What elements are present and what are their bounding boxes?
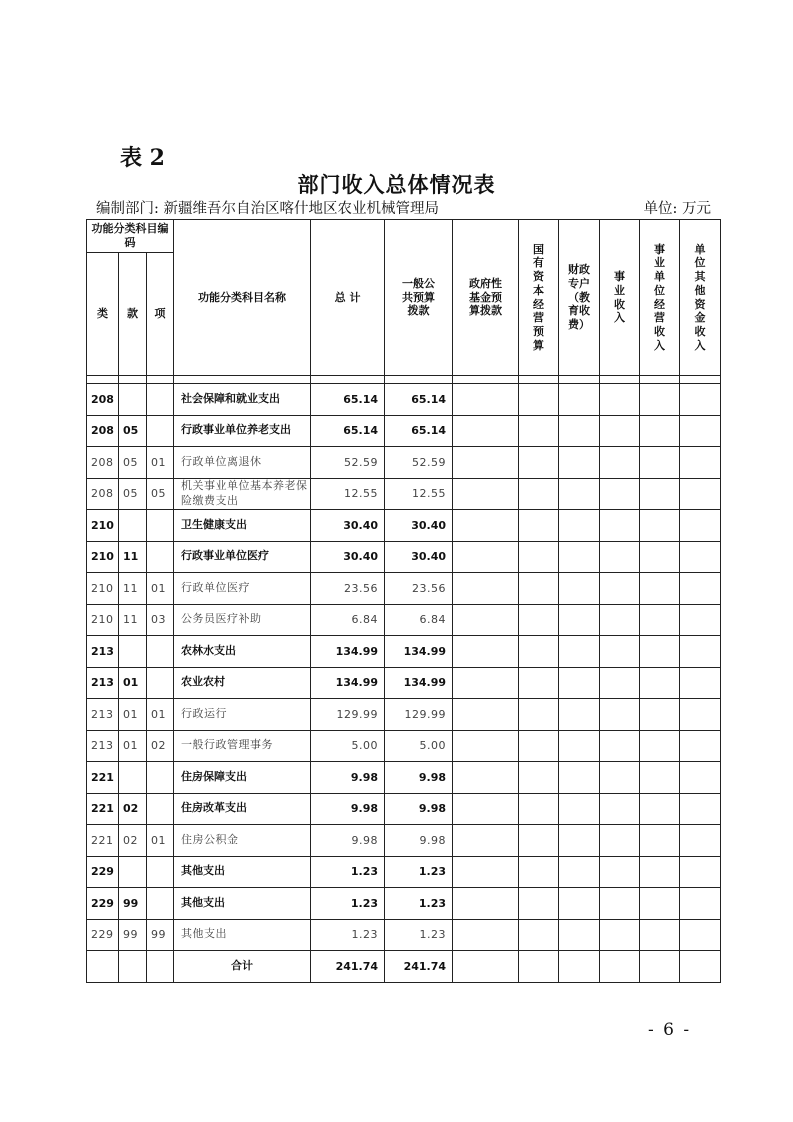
cell-xiang xyxy=(147,384,174,416)
cell-other-income xyxy=(680,762,721,794)
cell-business-income xyxy=(600,951,640,983)
cell-xiang: 01 xyxy=(147,699,174,731)
cell-general-budget: 9.98 xyxy=(385,793,453,825)
cell-other-income xyxy=(680,730,721,762)
cell-state-capital xyxy=(519,636,559,668)
cell-general-budget: 1.23 xyxy=(385,856,453,888)
cell-subsidiary-income xyxy=(640,762,680,794)
cell-subsidiary-income xyxy=(640,447,680,479)
header-xiang: 项 xyxy=(147,253,174,376)
cell-other-income xyxy=(680,825,721,857)
page-number: - 6 - xyxy=(648,1020,692,1040)
cell-gov-fund xyxy=(453,384,519,416)
cell-xiang: 02 xyxy=(147,730,174,762)
cell-fiscal-special xyxy=(559,825,600,857)
cell-business-income xyxy=(600,478,640,510)
cell-fiscal-special xyxy=(559,762,600,794)
cell-subsidiary-income xyxy=(640,415,680,447)
table-row xyxy=(87,888,721,920)
cell-state-capital xyxy=(519,762,559,794)
cell-name: 其他支出 xyxy=(174,888,311,920)
spacer-row xyxy=(87,376,721,384)
cell-state-capital xyxy=(519,888,559,920)
cell-kuan xyxy=(119,856,147,888)
cell-gov-fund xyxy=(453,951,519,983)
cell-subsidiary-income xyxy=(640,604,680,636)
table-row xyxy=(87,699,721,731)
cell-subsidiary-income xyxy=(640,699,680,731)
cell-kuan: 02 xyxy=(119,825,147,857)
cell-other-income xyxy=(680,415,721,447)
table-row xyxy=(87,636,721,668)
cell-xiang: 01 xyxy=(147,447,174,479)
cell-kuan: 01 xyxy=(119,730,147,762)
cell-gov-fund xyxy=(453,636,519,668)
cell-subsidiary-income xyxy=(640,510,680,542)
cell-total: 30.40 xyxy=(311,541,385,573)
cell-xiang xyxy=(147,762,174,794)
cell-state-capital xyxy=(519,951,559,983)
cell-subsidiary-income xyxy=(640,478,680,510)
cell-state-capital xyxy=(519,415,559,447)
cell-total: 1.23 xyxy=(311,919,385,951)
cell-xiang xyxy=(147,856,174,888)
cell-fiscal-special xyxy=(559,667,600,699)
table-row xyxy=(87,384,721,416)
cell-lei: 213 xyxy=(87,730,119,762)
cell-business-income xyxy=(600,415,640,447)
table-row xyxy=(87,825,721,857)
cell-lei: 208 xyxy=(87,415,119,447)
cell-lei: 229 xyxy=(87,856,119,888)
cell-total: 1.23 xyxy=(311,888,385,920)
cell-subsidiary-income xyxy=(640,825,680,857)
cell-state-capital xyxy=(519,667,559,699)
cell-subsidiary-income xyxy=(640,636,680,668)
cell-name: 社会保障和就业支出 xyxy=(174,384,311,416)
cell-other-income xyxy=(680,636,721,668)
cell-name: 住房改革支出 xyxy=(174,793,311,825)
cell-business-income xyxy=(600,447,640,479)
cell-business-income xyxy=(600,762,640,794)
cell-state-capital xyxy=(519,604,559,636)
cell-lei: 229 xyxy=(87,919,119,951)
cell-kuan: 99 xyxy=(119,919,147,951)
cell-state-capital xyxy=(519,825,559,857)
cell-lei: 229 xyxy=(87,888,119,920)
cell-other-income xyxy=(680,573,721,605)
cell-kuan: 05 xyxy=(119,415,147,447)
cell-total: 241.74 xyxy=(311,951,385,983)
cell-gov-fund xyxy=(453,541,519,573)
cell-other-income xyxy=(680,856,721,888)
cell-general-budget: 65.14 xyxy=(385,415,453,447)
cell-other-income xyxy=(680,447,721,479)
cell-name: 其他支出 xyxy=(174,919,311,951)
cell-xiang xyxy=(147,510,174,542)
cell-subsidiary-income xyxy=(640,384,680,416)
cell-fiscal-special xyxy=(559,888,600,920)
cell-total: 23.56 xyxy=(311,573,385,605)
cell-xiang xyxy=(147,667,174,699)
cell-total: 9.98 xyxy=(311,793,385,825)
cell-fiscal-special xyxy=(559,636,600,668)
cell-kuan: 02 xyxy=(119,793,147,825)
cell-subsidiary-income xyxy=(640,888,680,920)
cell-kuan xyxy=(119,762,147,794)
cell-name: 一般行政管理事务 xyxy=(174,730,311,762)
header-state-capital: 国有资本经营预算 xyxy=(519,220,559,376)
cell-state-capital xyxy=(519,447,559,479)
cell-business-income xyxy=(600,825,640,857)
cell-kuan: 05 xyxy=(119,447,147,479)
cell-kuan: 05 xyxy=(119,478,147,510)
header-name: 功能分类科目名称 xyxy=(174,220,311,376)
cell-general-budget: 5.00 xyxy=(385,730,453,762)
cell-gov-fund xyxy=(453,856,519,888)
cell-xiang xyxy=(147,793,174,825)
cell-name: 农业农村 xyxy=(174,667,311,699)
cell-total: 65.14 xyxy=(311,415,385,447)
cell-total: 12.55 xyxy=(311,478,385,510)
cell-kuan: 99 xyxy=(119,888,147,920)
cell-state-capital xyxy=(519,478,559,510)
cell-fiscal-special xyxy=(559,510,600,542)
cell-business-income xyxy=(600,573,640,605)
cell-total: 1.23 xyxy=(311,856,385,888)
cell-name: 住房保障支出 xyxy=(174,762,311,794)
cell-business-income xyxy=(600,541,640,573)
cell-general-budget: 23.56 xyxy=(385,573,453,605)
cell-gov-fund xyxy=(453,888,519,920)
cell-name: 行政单位离退休 xyxy=(174,447,311,479)
cell-total: 134.99 xyxy=(311,636,385,668)
cell-business-income xyxy=(600,604,640,636)
income-table xyxy=(86,219,721,983)
cell-business-income xyxy=(600,793,640,825)
cell-name: 公务员医疗补助 xyxy=(174,604,311,636)
cell-other-income xyxy=(680,541,721,573)
cell-other-income xyxy=(680,951,721,983)
table-row xyxy=(87,730,721,762)
cell-general-budget: 30.40 xyxy=(385,510,453,542)
cell-xiang: 03 xyxy=(147,604,174,636)
cell-state-capital xyxy=(519,384,559,416)
cell-state-capital xyxy=(519,699,559,731)
cell-xiang: 01 xyxy=(147,573,174,605)
cell-name: 住房公积金 xyxy=(174,825,311,857)
cell-xiang xyxy=(147,415,174,447)
cell-subsidiary-income xyxy=(640,667,680,699)
cell-general-budget: 9.98 xyxy=(385,825,453,857)
cell-total: 129.99 xyxy=(311,699,385,731)
page-title: 部门收入总体情况表 xyxy=(297,172,496,197)
cell-gov-fund xyxy=(453,919,519,951)
cell-general-budget: 6.84 xyxy=(385,604,453,636)
cell-general-budget: 241.74 xyxy=(385,951,453,983)
cell-name: 其他支出 xyxy=(174,856,311,888)
cell-gov-fund xyxy=(453,510,519,542)
cell-gov-fund xyxy=(453,447,519,479)
cell-other-income xyxy=(680,888,721,920)
cell-general-budget: 134.99 xyxy=(385,636,453,668)
cell-other-income xyxy=(680,919,721,951)
cell-general-budget: 12.55 xyxy=(385,478,453,510)
cell-name: 合计 xyxy=(174,951,311,983)
header-lei: 类 xyxy=(87,253,119,376)
cell-business-income xyxy=(600,667,640,699)
header-fiscal-special: 财政专户（教育收费） xyxy=(559,220,600,376)
cell-fiscal-special xyxy=(559,573,600,605)
cell-kuan: 01 xyxy=(119,667,147,699)
cell-business-income xyxy=(600,636,640,668)
cell-subsidiary-income xyxy=(640,573,680,605)
cell-general-budget: 134.99 xyxy=(385,667,453,699)
cell-fiscal-special xyxy=(559,919,600,951)
cell-general-budget: 52.59 xyxy=(385,447,453,479)
cell-lei: 210 xyxy=(87,541,119,573)
cell-general-budget: 65.14 xyxy=(385,384,453,416)
cell-gov-fund xyxy=(453,667,519,699)
cell-fiscal-special xyxy=(559,384,600,416)
cell-kuan: 11 xyxy=(119,604,147,636)
cell-other-income xyxy=(680,793,721,825)
cell-total: 65.14 xyxy=(311,384,385,416)
cell-lei: 213 xyxy=(87,699,119,731)
cell-fiscal-special xyxy=(559,447,600,479)
cell-lei xyxy=(87,951,119,983)
cell-xiang xyxy=(147,951,174,983)
cell-other-income xyxy=(680,604,721,636)
cell-gov-fund xyxy=(453,699,519,731)
cell-gov-fund xyxy=(453,730,519,762)
cell-lei: 210 xyxy=(87,604,119,636)
unit-line: 单位: 万元 xyxy=(643,201,711,217)
cell-total: 9.98 xyxy=(311,762,385,794)
cell-name: 行政事业单位医疗 xyxy=(174,541,311,573)
cell-total: 30.40 xyxy=(311,510,385,542)
table-row xyxy=(87,510,721,542)
cell-lei: 213 xyxy=(87,636,119,668)
table-row xyxy=(87,573,721,605)
cell-kuan: 01 xyxy=(119,699,147,731)
cell-xiang: 01 xyxy=(147,825,174,857)
cell-lei: 208 xyxy=(87,447,119,479)
table-row xyxy=(87,919,721,951)
cell-business-income xyxy=(600,699,640,731)
table-row xyxy=(87,667,721,699)
cell-gov-fund xyxy=(453,415,519,447)
header-general-budget: 一般公共预算拨款 xyxy=(385,220,453,376)
cell-state-capital xyxy=(519,856,559,888)
cell-subsidiary-income xyxy=(640,793,680,825)
table-row xyxy=(87,793,721,825)
cell-gov-fund xyxy=(453,478,519,510)
cell-other-income xyxy=(680,478,721,510)
cell-lei: 221 xyxy=(87,793,119,825)
cell-business-income xyxy=(600,730,640,762)
cell-name: 行政单位医疗 xyxy=(174,573,311,605)
cell-kuan xyxy=(119,951,147,983)
header-business-income: 事业收入 xyxy=(600,220,640,376)
table-label: 表 2 xyxy=(120,145,165,171)
cell-general-budget: 1.23 xyxy=(385,888,453,920)
table-row xyxy=(87,762,721,794)
cell-subsidiary-income xyxy=(640,919,680,951)
cell-kuan xyxy=(119,636,147,668)
header-code-group: 功能分类科目编码 xyxy=(87,220,174,253)
cell-fiscal-special xyxy=(559,699,600,731)
cell-gov-fund xyxy=(453,762,519,794)
cell-fiscal-special xyxy=(559,856,600,888)
cell-gov-fund xyxy=(453,793,519,825)
table-row xyxy=(87,478,721,510)
cell-state-capital xyxy=(519,510,559,542)
cell-kuan: 11 xyxy=(119,541,147,573)
table-row xyxy=(87,541,721,573)
cell-business-income xyxy=(600,856,640,888)
cell-name: 农林水支出 xyxy=(174,636,311,668)
header-subsidiary-income: 事业单位经营收入 xyxy=(640,220,680,376)
cell-other-income xyxy=(680,384,721,416)
cell-lei: 208 xyxy=(87,384,119,416)
table-row xyxy=(87,604,721,636)
cell-state-capital xyxy=(519,541,559,573)
cell-gov-fund xyxy=(453,825,519,857)
cell-fiscal-special xyxy=(559,478,600,510)
cell-name: 卫生健康支出 xyxy=(174,510,311,542)
cell-subsidiary-income xyxy=(640,730,680,762)
cell-xiang: 05 xyxy=(147,478,174,510)
cell-name: 行政运行 xyxy=(174,699,311,731)
cell-total: 9.98 xyxy=(311,825,385,857)
cell-total: 6.84 xyxy=(311,604,385,636)
table-row xyxy=(87,856,721,888)
table-row xyxy=(87,447,721,479)
cell-business-income xyxy=(600,888,640,920)
cell-total: 5.00 xyxy=(311,730,385,762)
cell-kuan xyxy=(119,384,147,416)
header-gov-fund: 政府性基金预算拨款 xyxy=(453,220,519,376)
cell-business-income xyxy=(600,384,640,416)
cell-kuan: 11 xyxy=(119,573,147,605)
header-total: 总 计 xyxy=(311,220,385,376)
cell-gov-fund xyxy=(453,573,519,605)
cell-lei: 208 xyxy=(87,478,119,510)
cell-subsidiary-income xyxy=(640,541,680,573)
cell-general-budget: 30.40 xyxy=(385,541,453,573)
cell-other-income xyxy=(680,667,721,699)
cell-fiscal-special xyxy=(559,604,600,636)
cell-lei: 213 xyxy=(87,667,119,699)
cell-business-income xyxy=(600,919,640,951)
cell-fiscal-special xyxy=(559,541,600,573)
cell-xiang xyxy=(147,636,174,668)
cell-subsidiary-income xyxy=(640,951,680,983)
cell-total: 134.99 xyxy=(311,667,385,699)
cell-xiang: 99 xyxy=(147,919,174,951)
cell-other-income xyxy=(680,510,721,542)
cell-lei: 210 xyxy=(87,510,119,542)
table-row xyxy=(87,415,721,447)
cell-lei: 221 xyxy=(87,825,119,857)
cell-state-capital xyxy=(519,793,559,825)
cell-name: 行政事业单位养老支出 xyxy=(174,415,311,447)
cell-other-income xyxy=(680,699,721,731)
cell-total: 52.59 xyxy=(311,447,385,479)
cell-fiscal-special xyxy=(559,951,600,983)
cell-kuan xyxy=(119,510,147,542)
cell-name: 机关事业单位基本养老保险缴费支出 xyxy=(174,478,311,510)
cell-state-capital xyxy=(519,573,559,605)
cell-fiscal-special xyxy=(559,793,600,825)
header-other-income: 单位其他资金收入 xyxy=(680,220,721,376)
cell-fiscal-special xyxy=(559,730,600,762)
cell-xiang xyxy=(147,888,174,920)
header-kuan: 款 xyxy=(119,253,147,376)
cell-gov-fund xyxy=(453,604,519,636)
cell-xiang xyxy=(147,541,174,573)
cell-lei: 221 xyxy=(87,762,119,794)
cell-lei: 210 xyxy=(87,573,119,605)
cell-fiscal-special xyxy=(559,415,600,447)
cell-general-budget: 129.99 xyxy=(385,699,453,731)
cell-subsidiary-income xyxy=(640,856,680,888)
department-line: 编制部门: 新疆维吾尔自治区喀什地区农业机械管理局 xyxy=(96,201,439,217)
total-row xyxy=(87,951,721,983)
cell-state-capital xyxy=(519,919,559,951)
cell-general-budget: 1.23 xyxy=(385,919,453,951)
cell-business-income xyxy=(600,510,640,542)
cell-state-capital xyxy=(519,730,559,762)
cell-general-budget: 9.98 xyxy=(385,762,453,794)
